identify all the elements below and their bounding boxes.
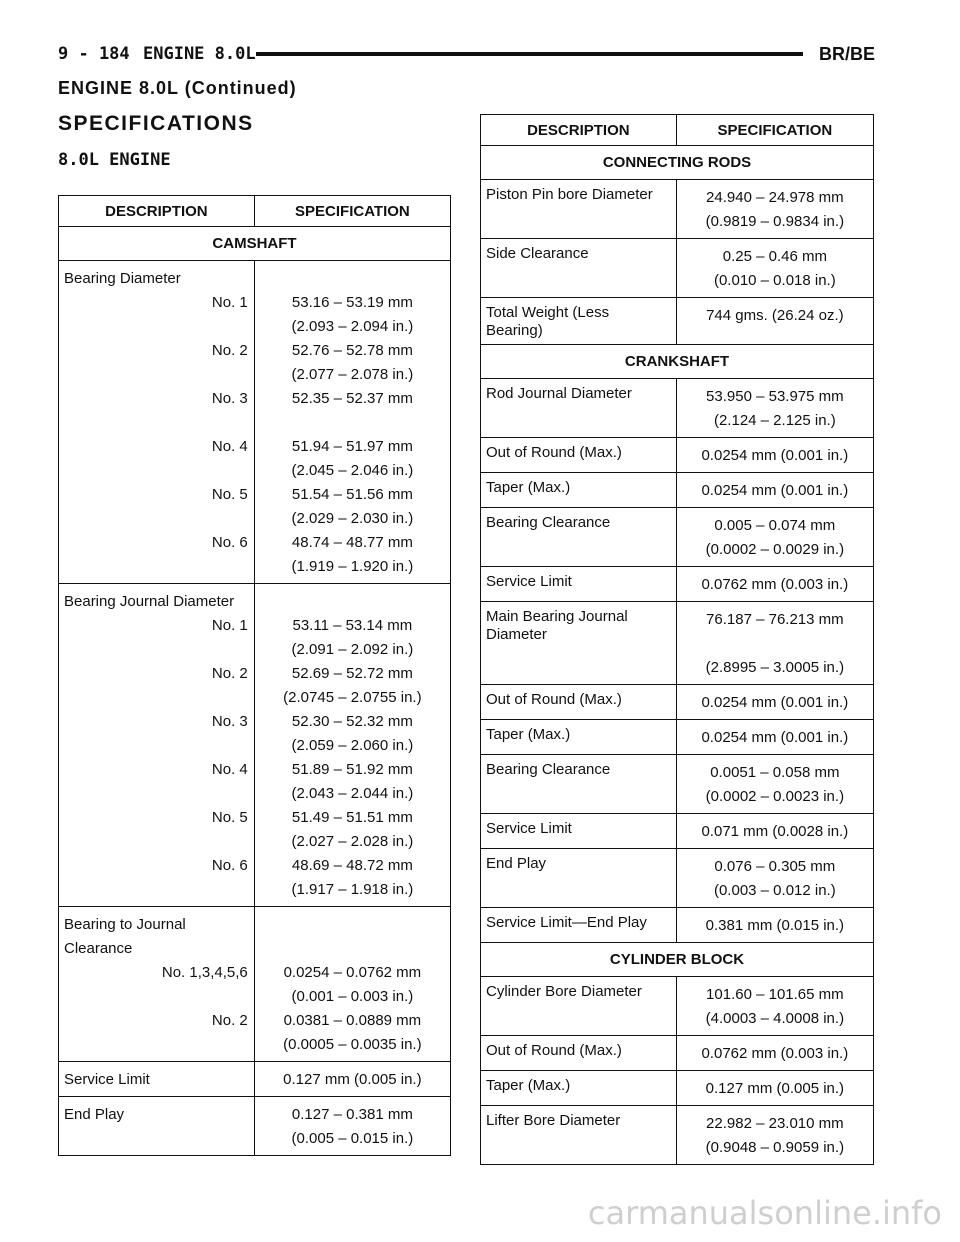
- value-in: (2.045 – 2.046 in.): [291, 462, 414, 479]
- spacer: [64, 782, 248, 806]
- description-cell: [481, 473, 677, 508]
- row-label: Out of Round (Max.): [486, 1042, 622, 1059]
- bearing-number: No. 3: [211, 390, 248, 407]
- bearing-number: No. 3: [211, 713, 248, 730]
- table-row: [481, 567, 874, 602]
- section-row: [481, 146, 874, 180]
- table-row: [481, 977, 874, 1036]
- specification-cell: [676, 508, 873, 567]
- value: 0.0762 mm (0.003 in.): [701, 1045, 849, 1062]
- specification-cell: [676, 239, 873, 298]
- row-label: Bearing Clearance: [486, 761, 611, 778]
- value-mm: 0.0381 – 0.0889 mm: [283, 1012, 422, 1029]
- spacer: [64, 686, 248, 710]
- value-in: (1.917 – 1.918 in.): [291, 881, 414, 898]
- table-header-row: [59, 196, 451, 227]
- row-label: End Play: [486, 855, 547, 872]
- description-cell: [481, 379, 677, 438]
- table-row: [481, 1106, 874, 1165]
- specification-cell: [676, 814, 873, 849]
- bearing-number: No. 4: [211, 761, 248, 778]
- bearing-number: No. 6: [211, 857, 248, 874]
- page-number: 9 - 184: [58, 44, 130, 64]
- header-rule: [256, 52, 803, 56]
- row-label: Lifter Bore Diameter: [486, 1112, 621, 1129]
- row-label: Diameter: [486, 626, 547, 643]
- value-mm: 0.0254 – 0.0762 mm: [283, 964, 422, 981]
- bearing-number: No. 2: [211, 1012, 248, 1029]
- row-label: Bearing Diameter: [64, 270, 181, 287]
- value-in: (2.091 – 2.092 in.): [291, 641, 414, 658]
- specification-cell: [676, 379, 873, 438]
- section-row: [481, 943, 874, 977]
- table-row: [59, 584, 451, 907]
- value-mm: 52.30 – 52.32 mm: [291, 713, 413, 730]
- value-mm: 0.127 – 0.381 mm: [291, 1106, 413, 1123]
- spacer: [259, 937, 446, 961]
- bearing-number: No. 2: [211, 665, 248, 682]
- value-mm: 51.89 – 51.92 mm: [291, 761, 413, 778]
- specification-cell: [254, 261, 450, 584]
- row-label: Taper (Max.): [486, 726, 571, 743]
- table-row: [481, 438, 874, 473]
- row-label: Piston Pin bore Diameter: [486, 186, 653, 203]
- table-row: [481, 755, 874, 814]
- row-label: Bearing Clearance: [486, 514, 611, 531]
- spacer: [64, 459, 248, 483]
- description-cell: [481, 1071, 677, 1106]
- spacer: [64, 985, 248, 1009]
- description-cell: [59, 584, 255, 907]
- table-row: [59, 261, 451, 584]
- bearing-number: No. 1: [211, 617, 248, 634]
- value: (4.0003 – 4.0008 in.): [705, 1010, 845, 1027]
- description-cell: [481, 567, 677, 602]
- section-row: [59, 227, 451, 261]
- table-row: [481, 685, 874, 720]
- row-label: Side Clearance: [486, 245, 589, 262]
- spacer: [64, 734, 248, 758]
- description-cell: [59, 261, 255, 584]
- value: (2.124 – 2.125 in.): [713, 412, 836, 429]
- specification-cell: [254, 1062, 450, 1097]
- bearing-number: No. 6: [211, 534, 248, 551]
- table-row: [481, 379, 874, 438]
- value: (2.8995 – 3.0005 in.): [705, 659, 845, 676]
- description-cell: [481, 438, 677, 473]
- specification-cell: [676, 977, 873, 1036]
- value: (0.010 – 0.018 in.): [713, 272, 836, 289]
- table-row: [481, 508, 874, 567]
- column-header-description: DESCRIPTION: [481, 115, 677, 146]
- specification-cell: [676, 755, 873, 814]
- value: 76.187 – 76.213 mm: [706, 611, 844, 628]
- description-cell: [481, 908, 677, 943]
- description-cell: [481, 720, 677, 755]
- description-cell: [481, 180, 677, 239]
- page-header: [58, 44, 875, 66]
- description-cell: [481, 849, 677, 908]
- specification-cell: [254, 1097, 450, 1156]
- description-cell: [481, 977, 677, 1036]
- specifications-title: SPECIFICATIONS: [58, 112, 254, 135]
- value: (0.0002 – 0.0029 in.): [705, 541, 845, 558]
- value: 0.071 mm (0.0028 in.): [701, 823, 849, 840]
- value: 0.0051 – 0.058 mm: [710, 764, 840, 781]
- column-header-specification: SPECIFICATION: [676, 115, 873, 146]
- table-row: [481, 239, 874, 298]
- table-row: [59, 1062, 451, 1097]
- row-label: Main Bearing Journal: [486, 608, 628, 625]
- section-heading-connecting-rods: CONNECTING RODS: [481, 146, 874, 180]
- value-mm: 52.69 – 52.72 mm: [291, 665, 413, 682]
- specification-cell: [676, 720, 873, 755]
- table-row: [481, 298, 874, 345]
- section-heading-crankshaft: CRANKSHAFT: [481, 345, 874, 379]
- table-row: [481, 473, 874, 508]
- value-mm: 53.11 – 53.14 mm: [292, 617, 413, 634]
- spacer: [64, 555, 248, 579]
- specification-cell: [676, 1106, 873, 1165]
- description-cell: [481, 298, 677, 345]
- column-header-specification: SPECIFICATION: [254, 196, 450, 227]
- value-in: (0.0005 – 0.0035 in.): [283, 1036, 422, 1053]
- description-cell: [481, 1106, 677, 1165]
- specification-cell: [676, 849, 873, 908]
- bearing-number: No. 4: [211, 438, 248, 455]
- spacer: [64, 363, 248, 387]
- description-cell: [481, 814, 677, 849]
- value-mm: 52.35 – 52.37 mm: [291, 390, 413, 407]
- value: (0.9819 – 0.9834 in.): [705, 213, 845, 230]
- column-header-description: DESCRIPTION: [59, 196, 255, 227]
- camshaft-spec-table: [58, 195, 451, 1156]
- table-row: [481, 849, 874, 908]
- bearing-number: No. 5: [211, 486, 248, 503]
- value: (0.003 – 0.012 in.): [713, 882, 836, 899]
- spacer: [64, 638, 248, 662]
- watermark: carmanualsonline.info: [587, 1194, 942, 1232]
- row-label: Total Weight (Less: [486, 304, 610, 321]
- value-in: (2.029 – 2.030 in.): [291, 510, 414, 527]
- specification-cell: [676, 567, 873, 602]
- row-label: Out of Round (Max.): [486, 691, 622, 708]
- description-cell: [481, 685, 677, 720]
- spacer: [64, 507, 248, 531]
- value-in: (2.093 – 2.094 in.): [291, 318, 414, 335]
- value-mm: 52.76 – 52.78 mm: [291, 342, 413, 359]
- value: 0.076 – 0.305 mm: [714, 858, 836, 875]
- value-mm: 51.54 – 51.56 mm: [291, 486, 413, 503]
- spacer: [64, 411, 248, 435]
- row-label: Rod Journal Diameter: [486, 385, 632, 402]
- specification-cell: [676, 685, 873, 720]
- value-mm: 48.74 – 48.77 mm: [291, 534, 413, 551]
- description-cell: [481, 602, 677, 685]
- row-label: Taper (Max.): [486, 479, 571, 496]
- value-in: (0.005 – 0.015 in.): [291, 1130, 414, 1147]
- table-row: [481, 1036, 874, 1071]
- value: 0.0254 mm (0.001 in.): [701, 729, 849, 746]
- value-in: (2.077 – 2.078 in.): [291, 366, 414, 383]
- row-label: Cylinder Bore Diameter: [486, 983, 642, 1000]
- row-label: Out of Round (Max.): [486, 444, 622, 461]
- specification-cell: [676, 908, 873, 943]
- spacer: [259, 267, 446, 291]
- bearing-number: No. 2: [211, 342, 248, 359]
- description-cell: [481, 1036, 677, 1071]
- value: (0.0002 – 0.0023 in.): [705, 788, 845, 805]
- description-cell: [59, 1097, 255, 1156]
- value: 0.127 mm (0.005 in.): [705, 1080, 845, 1097]
- specification-cell: [676, 1036, 873, 1071]
- section-row: [481, 345, 874, 379]
- row-label: Bearing Journal Diameter: [64, 593, 235, 610]
- value-mm: 48.69 – 48.72 mm: [291, 857, 413, 874]
- header-model-code: BR/BE: [818, 44, 875, 64]
- description-cell: [481, 755, 677, 814]
- specification-cell: [254, 584, 450, 907]
- value-in: (2.027 – 2.028 in.): [291, 833, 414, 850]
- row-label: Clearance: [64, 940, 133, 957]
- table-header-row: [481, 115, 874, 146]
- engine-title: 8.0L ENGINE: [58, 150, 171, 170]
- row-label: Service Limit: [64, 1071, 150, 1088]
- description-cell: [59, 1062, 255, 1097]
- table-row: [481, 602, 874, 685]
- table-row: [481, 720, 874, 755]
- specification-cell: [676, 473, 873, 508]
- spacer: [259, 913, 446, 937]
- value: 0.127 mm (0.005 in.): [283, 1071, 422, 1088]
- specification-cell: [676, 180, 873, 239]
- value: 0.0254 mm (0.001 in.): [701, 694, 849, 711]
- description-cell: [481, 508, 677, 567]
- table-row: [481, 908, 874, 943]
- row-label: Service Limit: [486, 573, 572, 590]
- row-label: Service Limit: [486, 820, 572, 837]
- value: (0.9048 – 0.9059 in.): [705, 1139, 845, 1156]
- row-label: End Play: [64, 1106, 125, 1123]
- value: 0.25 – 0.46 mm: [722, 248, 827, 265]
- description-cell: [481, 239, 677, 298]
- spacer: [64, 315, 248, 339]
- description-cell: [59, 907, 255, 1062]
- bearing-number: No. 1: [211, 294, 248, 311]
- table-row: [59, 1097, 451, 1156]
- bearing-number: No. 1,3,4,5,6: [161, 964, 248, 981]
- row-label: Service Limit—End Play: [486, 914, 647, 931]
- value: 53.950 – 53.975 mm: [706, 388, 844, 405]
- section-heading-camshaft: CAMSHAFT: [59, 227, 451, 261]
- spacer: [64, 1033, 248, 1057]
- table-row: [481, 814, 874, 849]
- value-mm: 53.16 – 53.19 mm: [291, 294, 413, 311]
- section-heading-cylinder-block: CYLINDER BLOCK: [481, 943, 874, 977]
- spacer: [64, 830, 248, 854]
- value: 744 gms. (26.24 oz.): [706, 307, 844, 324]
- specification-cell: [254, 907, 450, 1062]
- value: 24.940 – 24.978 mm: [706, 189, 844, 206]
- bearing-number: No. 5: [211, 809, 248, 826]
- value: [681, 632, 869, 656]
- spacer: [259, 590, 446, 614]
- value-in: (2.059 – 2.060 in.): [291, 737, 414, 754]
- value-in: (0.001 – 0.003 in.): [291, 988, 414, 1005]
- specification-cell: [676, 1071, 873, 1106]
- value: 101.60 – 101.65 mm: [706, 986, 844, 1003]
- specification-cell: [676, 298, 873, 345]
- table-row: [59, 907, 451, 1062]
- value: 22.982 – 23.010 mm: [706, 1115, 844, 1132]
- value-in: (2.043 – 2.044 in.): [291, 785, 414, 802]
- table-row: [481, 1071, 874, 1106]
- spacer: [64, 878, 248, 902]
- value: 0.381 mm (0.015 in.): [705, 917, 845, 934]
- row-label: Taper (Max.): [486, 1077, 571, 1094]
- row-label: Bearing to Journal: [64, 916, 186, 933]
- continued-title: ENGINE 8.0L (Continued): [58, 78, 297, 98]
- table-row: [481, 180, 874, 239]
- value-mm: 51.94 – 51.97 mm: [291, 438, 413, 455]
- specification-cell: [676, 438, 873, 473]
- value-in: (2.0745 – 2.0755 in.): [283, 689, 422, 706]
- value: 0.0254 mm (0.001 in.): [701, 482, 849, 499]
- value-mm: 51.49 – 51.51 mm: [291, 809, 413, 826]
- rods-crank-block-spec-table: [480, 114, 874, 1165]
- specification-cell: [676, 602, 873, 685]
- row-label: Bearing): [486, 322, 543, 339]
- value-in: (1.919 – 1.920 in.): [291, 558, 414, 575]
- value: 0.0254 mm (0.001 in.): [701, 447, 849, 464]
- header-section-title: ENGINE 8.0L: [143, 44, 256, 64]
- value: 0.0762 mm (0.003 in.): [701, 576, 849, 593]
- value: 0.005 – 0.074 mm: [714, 517, 836, 534]
- value-in: [259, 411, 446, 435]
